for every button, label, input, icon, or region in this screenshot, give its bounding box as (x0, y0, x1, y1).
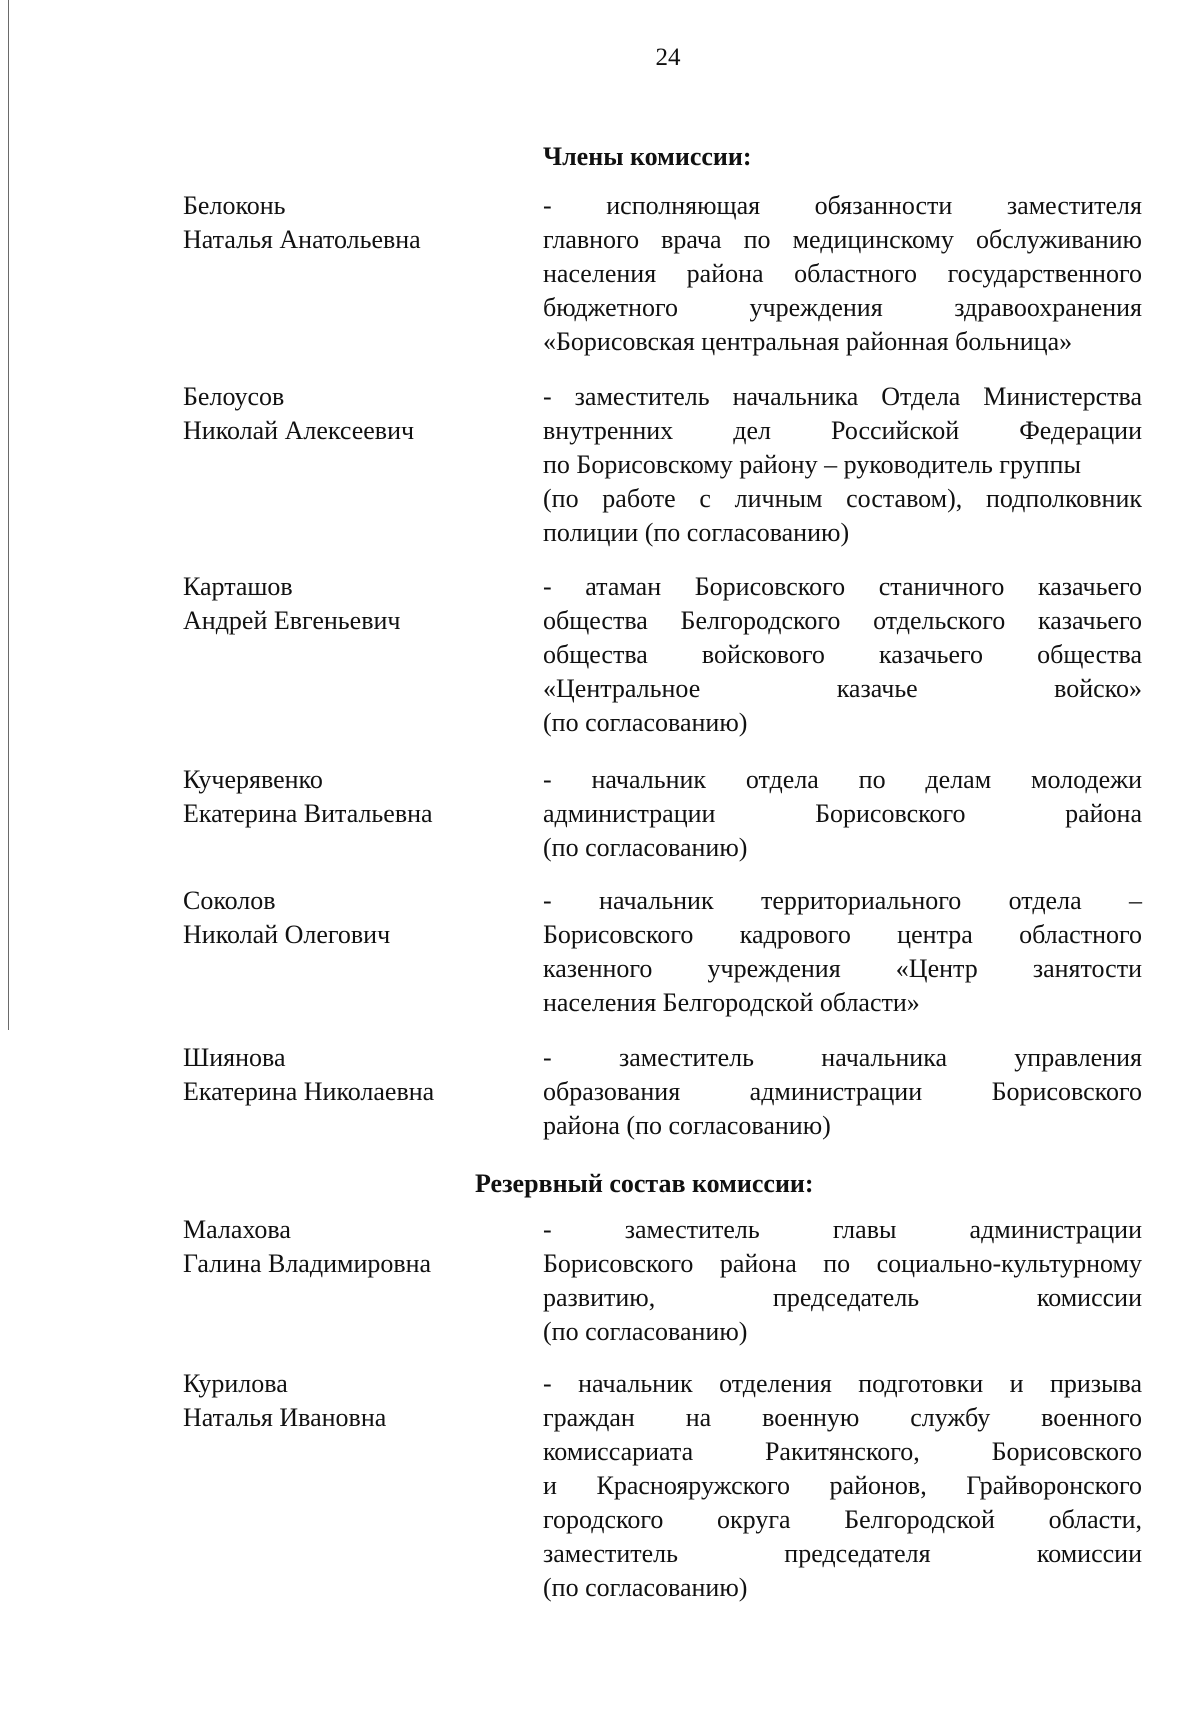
position-line: бюджетного учреждения здравоохранения (543, 293, 1142, 322)
person-given-names: Екатерина Витальевна (183, 799, 433, 828)
position-line: - заместитель начальника управления (543, 1043, 1142, 1072)
position-line: комиссариата Ракитянского, Борисовского (543, 1437, 1142, 1466)
position-line: заместитель председателя комиссии (543, 1539, 1142, 1568)
position-line: и Краснояружского районов, Грайворонского (543, 1471, 1142, 1500)
position-line: - заместитель начальника Отдела Министерства (543, 382, 1142, 411)
person-given-names: Наталья Анатольевна (183, 225, 421, 254)
position-line: общества Белгородского отдельского казачьего (543, 606, 1142, 635)
position-line: главного врача по медицинскому обслуживанию (543, 225, 1142, 254)
position-line: «Борисовская центральная районная больница» (543, 327, 1073, 356)
page-edge-line (8, 0, 9, 1030)
position-line: (по согласованию) (543, 1573, 748, 1602)
person-position (543, 1213, 1142, 1349)
person-position (543, 1041, 1142, 1143)
person-position (543, 884, 1142, 1020)
person-name (183, 570, 503, 638)
position-line: населения района областного государственного (543, 259, 1142, 288)
position-line: граждан на военную службу военного (543, 1403, 1142, 1432)
person-surname: Кучерявенко (183, 765, 323, 794)
position-line: по Борисовскому району – руководитель группы (543, 450, 1081, 479)
person-name (183, 884, 503, 952)
person-surname: Курилова (183, 1369, 288, 1398)
position-line: развитию, председатель комиссии (543, 1283, 1142, 1312)
person-name (183, 1367, 503, 1435)
person-name (183, 380, 503, 448)
position-line: - исполняющая обязанности заместителя (543, 191, 1142, 220)
person-given-names: Наталья Ивановна (183, 1403, 387, 1432)
position-line: казенного учреждения «Центр занятости (543, 954, 1142, 983)
person-name (183, 1041, 503, 1109)
person-position (543, 763, 1142, 865)
person-name (183, 189, 503, 257)
position-line: общества войскового казачьего общества (543, 640, 1142, 669)
person-given-names: Николай Олегович (183, 920, 391, 949)
position-line: образования администрации Борисовского (543, 1077, 1142, 1106)
position-line: внутренних дел Российской Федерации (543, 416, 1142, 445)
position-line: населения Белгородской области» (543, 988, 920, 1017)
position-line: Борисовского района по социально-культурному (543, 1249, 1142, 1278)
position-line: полиции (по согласованию) (543, 518, 850, 547)
position-line: городского округа Белгородской области, (543, 1505, 1142, 1534)
position-line: - начальник отдела по делам молодежи (543, 765, 1142, 794)
person-given-names: Екатерина Николаевна (183, 1077, 435, 1106)
person-position (543, 1367, 1142, 1605)
position-line: - начальник отделения подготовки и призыва (543, 1369, 1142, 1398)
person-position (543, 570, 1142, 740)
position-line: администрации Борисовского района (543, 799, 1142, 828)
person-given-names: Галина Владимировна (183, 1249, 432, 1278)
person-given-names: Андрей Евгеньевич (183, 606, 401, 635)
reserve-heading: Резервный состав комиссии: (475, 1169, 814, 1198)
position-line: - атаман Борисовского станичного казачьего (543, 572, 1142, 601)
position-line: (по согласованию) (543, 1317, 748, 1346)
person-surname: Белоконь (183, 191, 286, 220)
position-line: района (по согласованию) (543, 1111, 831, 1140)
person-surname: Белоусов (183, 382, 285, 411)
members-heading: Члены комиссии: (543, 142, 752, 171)
page-number: 24 (655, 44, 681, 71)
position-line: - заместитель главы администрации (543, 1215, 1142, 1244)
position-line: «Центральное казачье войско» (543, 674, 1142, 703)
person-name (183, 1213, 503, 1281)
position-line: (по работе с личным составом), подполковник (543, 484, 1142, 513)
position-line: - начальник территориального отдела – (543, 886, 1142, 915)
position-line: (по согласованию) (543, 833, 748, 862)
person-surname: Малахова (183, 1215, 291, 1244)
person-given-names: Николай Алексеевич (183, 416, 415, 445)
person-surname: Соколов (183, 886, 276, 915)
person-surname: Карташов (183, 572, 293, 601)
person-position (543, 380, 1142, 550)
person-name (183, 763, 503, 831)
position-line: Борисовского кадрового центра областного (543, 920, 1142, 949)
person-position (543, 189, 1142, 359)
position-line: (по согласованию) (543, 708, 748, 737)
person-surname: Шиянова (183, 1043, 286, 1072)
